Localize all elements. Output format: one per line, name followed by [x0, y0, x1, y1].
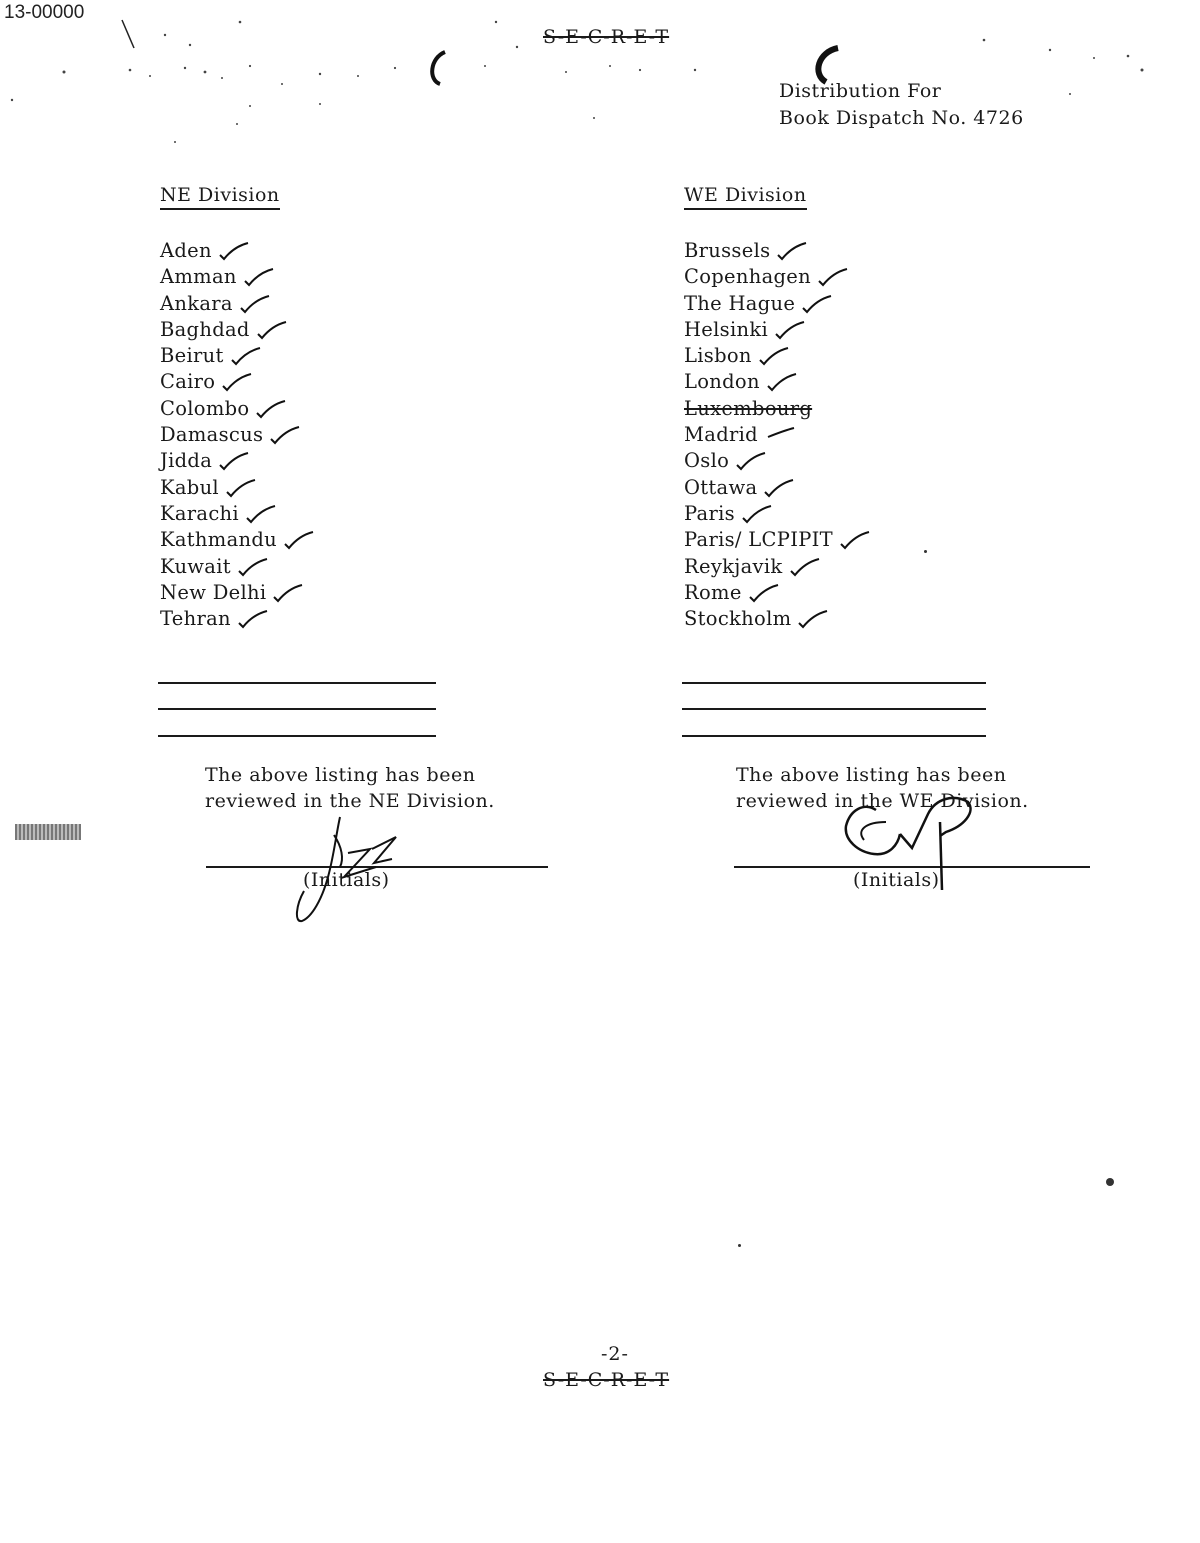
check-mark-icon	[283, 530, 317, 552]
check-mark-icon	[237, 609, 271, 631]
we-station-list	[684, 238, 1104, 632]
check-mark-icon	[797, 609, 831, 631]
check-mark-icon	[741, 504, 775, 526]
station-item	[684, 475, 1104, 501]
ink-dot	[738, 1244, 741, 1247]
ne-initials-label: (Initials)	[303, 869, 390, 891]
station-name: Tehran	[160, 607, 231, 631]
check-mark-icon	[764, 425, 798, 447]
station-item	[684, 448, 1104, 474]
station-item	[160, 527, 580, 553]
station-item	[160, 264, 580, 290]
check-mark-icon	[225, 478, 259, 500]
station-name: Kuwait	[160, 554, 231, 578]
ne-review-statement	[205, 762, 495, 814]
blank-entry-line	[682, 682, 986, 684]
station-name: Karachi	[160, 501, 239, 525]
classification-footer: S-E-C-R-E-T	[543, 1369, 670, 1391]
check-mark-icon	[239, 294, 273, 316]
check-mark-icon	[256, 320, 290, 342]
station-item	[684, 422, 1104, 448]
check-mark-icon	[243, 267, 277, 289]
check-mark-icon	[789, 557, 823, 579]
station-name: Copenhagen	[684, 265, 812, 289]
we-division-section	[684, 184, 1104, 632]
station-item-struck	[684, 396, 1104, 422]
check-mark-icon	[269, 425, 303, 447]
station-item	[160, 396, 580, 422]
check-mark-icon	[735, 451, 769, 473]
blank-entry-line	[158, 735, 436, 737]
station-name: Damascus	[160, 423, 264, 447]
station-item	[160, 554, 580, 580]
station-name: Oslo	[684, 449, 730, 473]
station-item	[160, 343, 580, 369]
ne-division-title: NE Division	[160, 184, 280, 210]
station-name: Jidda	[160, 449, 213, 473]
station-item	[684, 238, 1104, 264]
station-name: Luxembourg	[684, 396, 813, 420]
station-item	[160, 475, 580, 501]
station-item	[684, 527, 1104, 553]
check-mark-icon	[230, 346, 264, 368]
check-mark-icon	[221, 372, 255, 394]
station-name: Amman	[160, 265, 237, 289]
classification-header: S-E-C-R-E-T	[543, 26, 670, 48]
check-mark-icon	[272, 583, 306, 605]
station-item	[160, 422, 580, 448]
page-number: -2-	[601, 1343, 629, 1365]
station-name: Beirut	[160, 344, 224, 368]
station-item	[684, 264, 1104, 290]
blank-entry-line	[682, 735, 986, 737]
station-name: Reykjavik	[684, 554, 783, 578]
station-name: Helsinki	[684, 317, 769, 341]
station-name: Paris	[684, 501, 735, 525]
handwritten-initials-icon	[836, 782, 986, 902]
station-name: Cairo	[160, 370, 216, 394]
check-mark-icon	[774, 320, 808, 342]
ne-review-line2: reviewed in the NE Division.	[205, 790, 495, 812]
distribution-title: Distribution For	[779, 80, 942, 102]
handwritten-initials-icon	[290, 815, 400, 925]
blank-entry-line	[158, 682, 436, 684]
check-mark-icon	[748, 583, 782, 605]
check-mark-icon	[839, 530, 873, 552]
station-item	[160, 291, 580, 317]
station-name: Kabul	[160, 475, 219, 499]
redaction-mark	[15, 824, 81, 840]
we-review-line1: The above listing has been	[736, 764, 1007, 786]
station-name: Colombo	[160, 396, 250, 420]
station-item	[160, 606, 580, 632]
station-name: Madrid	[684, 423, 758, 447]
station-name: Kathmandu	[160, 528, 278, 552]
station-name: Lisbon	[684, 344, 752, 368]
station-name: Stockholm	[684, 607, 792, 631]
station-name: London	[684, 370, 760, 394]
station-item	[160, 369, 580, 395]
blank-entry-line	[682, 708, 986, 710]
station-name: Brussels	[684, 239, 771, 262]
station-item	[160, 317, 580, 343]
station-item	[160, 580, 580, 606]
we-division-title: WE Division	[684, 184, 807, 210]
station-item	[684, 317, 1104, 343]
check-mark-icon	[801, 294, 835, 316]
check-mark-icon	[237, 557, 271, 579]
station-name: The Hague	[684, 291, 796, 315]
ne-station-list	[160, 238, 580, 632]
station-item	[684, 501, 1104, 527]
check-mark-icon	[766, 372, 800, 394]
station-name: Baghdad	[160, 317, 250, 341]
ne-division-section	[160, 184, 580, 632]
station-item	[160, 501, 580, 527]
station-name: Ankara	[160, 291, 233, 315]
station-item	[684, 343, 1104, 369]
check-mark-icon	[245, 504, 279, 526]
check-mark-icon	[758, 346, 792, 368]
check-mark-icon	[218, 451, 252, 473]
station-item	[160, 448, 580, 474]
dispatch-number: Book Dispatch No. 4726	[779, 107, 1024, 129]
station-name: New Delhi	[160, 580, 267, 604]
check-mark-icon	[817, 267, 851, 289]
station-item	[684, 369, 1104, 395]
station-name: Paris/ LCPIPIT	[684, 528, 833, 552]
station-item	[684, 291, 1104, 317]
ink-dot	[924, 550, 927, 553]
station-name: Ottawa	[684, 475, 758, 499]
we-initials-label: (Initials)	[853, 869, 940, 891]
check-mark-icon	[218, 241, 252, 263]
blank-entry-line	[158, 708, 436, 710]
check-mark-icon	[255, 399, 289, 421]
we-review-line2: reviewed in the WE Division.	[736, 790, 1029, 812]
ink-dot	[1106, 1178, 1114, 1186]
station-name: Rome	[684, 580, 742, 604]
ne-review-line1: The above listing has been	[205, 764, 476, 786]
check-mark-icon	[763, 478, 797, 500]
document-id: 13-00000	[4, 2, 85, 23]
station-name: Aden	[160, 239, 212, 262]
distribution-header	[779, 78, 1024, 132]
station-item	[684, 580, 1104, 606]
station-item	[684, 606, 1104, 632]
station-item	[160, 238, 580, 264]
station-item	[684, 554, 1104, 580]
check-mark-icon	[776, 241, 810, 263]
